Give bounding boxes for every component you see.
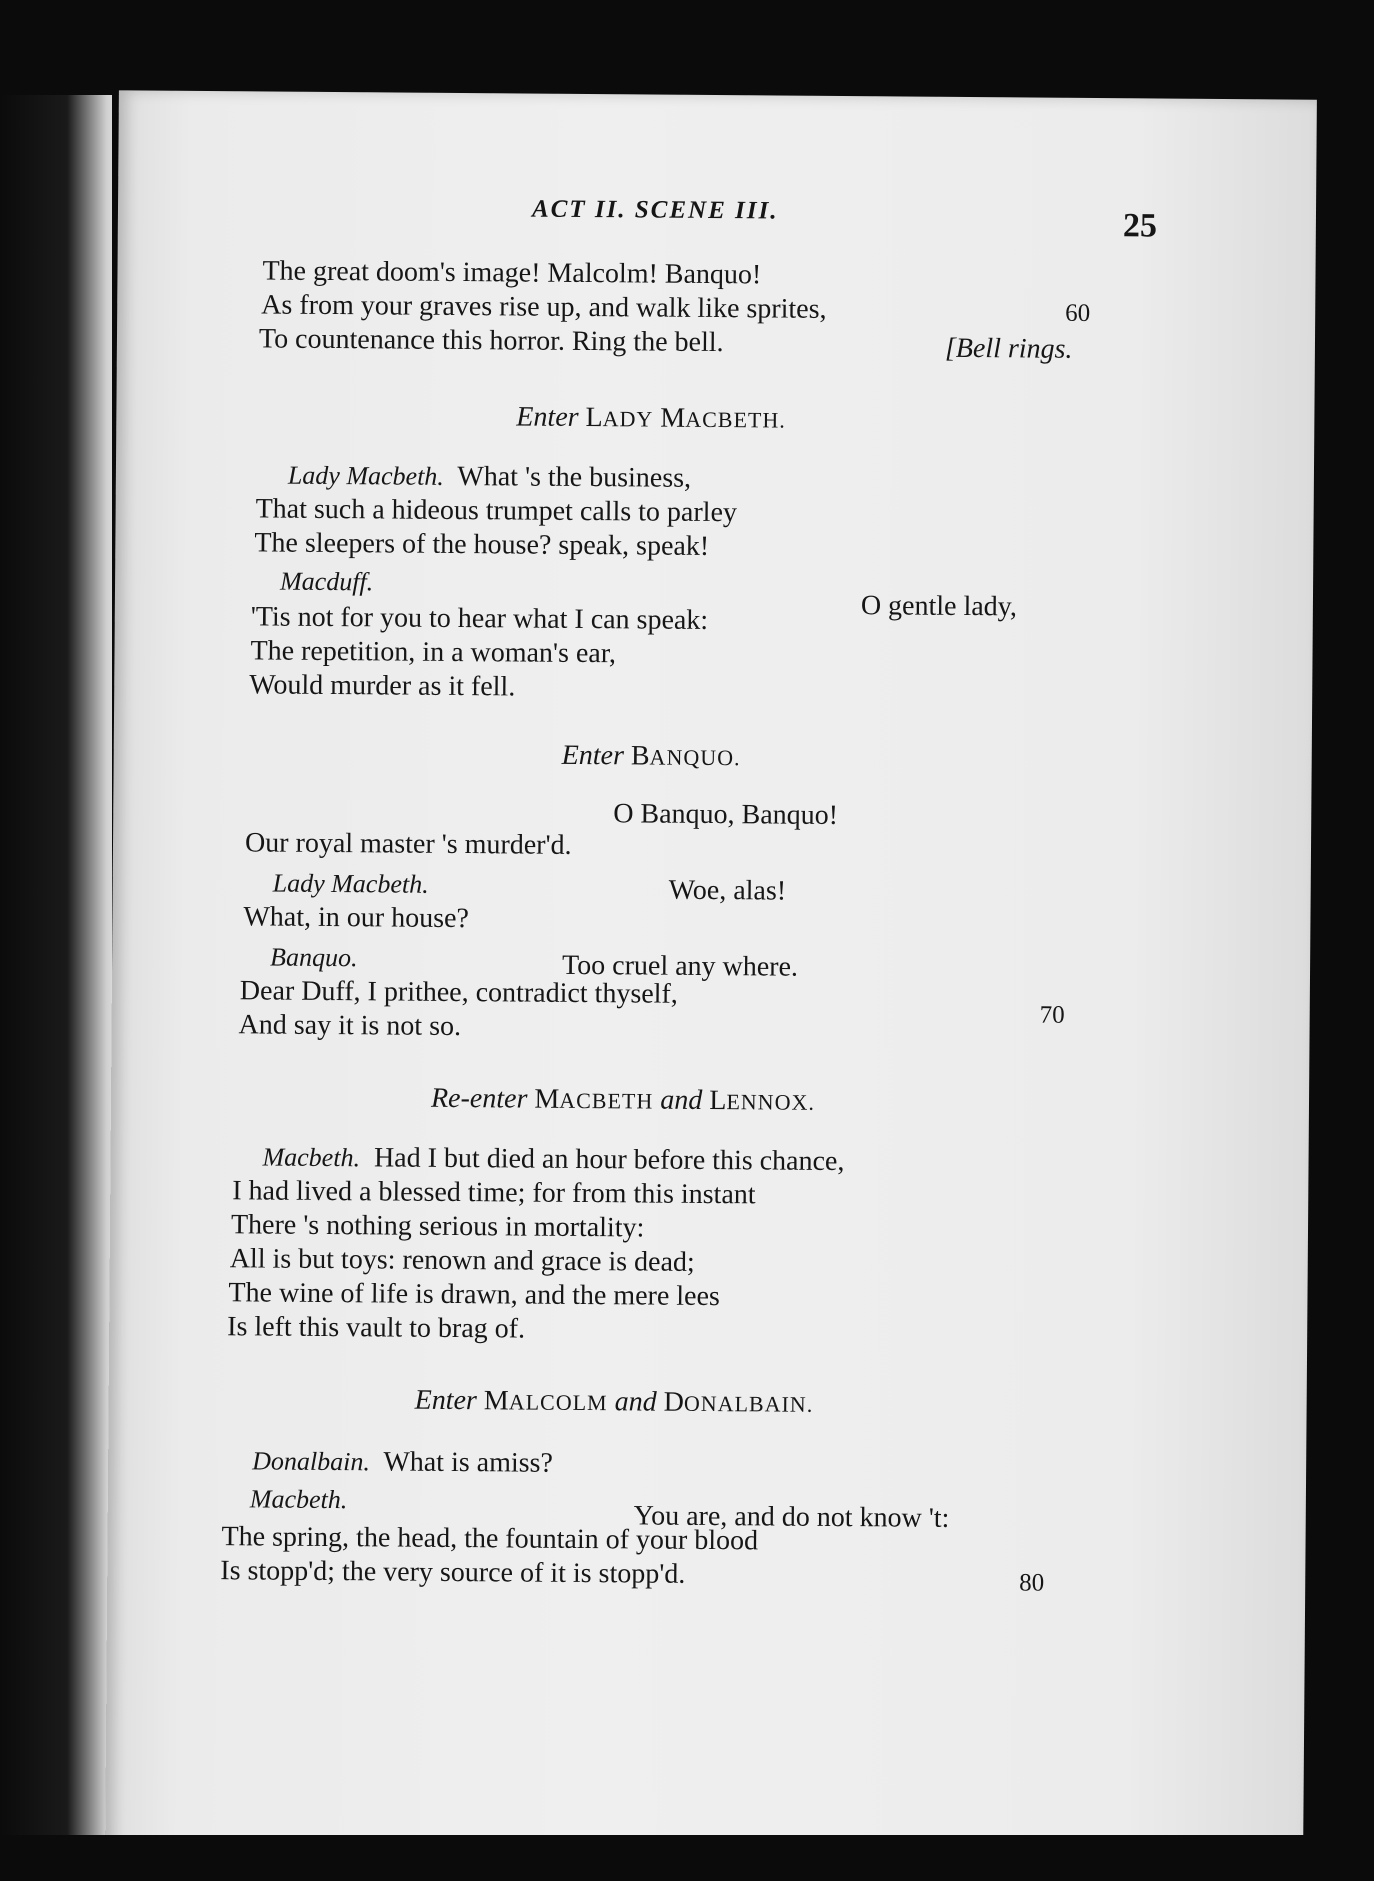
scan-bottom-edge <box>0 1835 1374 1881</box>
verse-line: The wine of life is drawn, and the mere lees <box>228 1277 720 1313</box>
verse-line: The spring, the head, the fountain of your blood <box>221 1521 759 1557</box>
speaker-label: Lady Macbeth. <box>272 868 429 899</box>
verse-line: Is stopp'd; the very source of it is stopp'd. <box>220 1555 686 1590</box>
verse-line: As from your graves rise up, and walk like sprites, <box>261 289 827 325</box>
speaker-label: Banquo. <box>270 942 358 973</box>
speech-text: You are, and do not know 't: <box>633 1500 950 1534</box>
verse-line: I had lived a blessed time; for from this instant <box>232 1175 756 1211</box>
stage-direction: [Bell rings. <box>944 332 1073 365</box>
book-page <box>105 90 1317 1859</box>
verse-line: Is left this vault to brag of. <box>227 1311 526 1345</box>
speech-line: Lady Macbeth. What 's the business, <box>287 460 692 494</box>
speech-text: O gentle lady, <box>860 590 1018 623</box>
verse-line: To countenance this horror. Ring the bell. <box>258 323 724 359</box>
line-number: 70 <box>1039 1001 1065 1029</box>
verse-line: Would murder as it fell. <box>249 669 516 703</box>
running-title: ACT II. SCENE III. <box>531 195 779 225</box>
speaker-label: Macduff. <box>279 566 374 597</box>
line-number: 80 <box>1019 1569 1045 1597</box>
verse-line: There 's nothing serious in mortality: <box>230 1209 645 1244</box>
verse-line: The sleepers of the house? speak, speak! <box>254 527 710 562</box>
verse-line: What, in our house? <box>243 901 470 935</box>
verse-line: 'Tis not for you to hear what I can speak: <box>250 601 709 636</box>
verse-line: Dear Duff, I prithee, contradict thyself, <box>239 975 678 1010</box>
speech-text: Woe, alas! <box>668 874 787 907</box>
speech-text: Too cruel any where. <box>561 949 799 983</box>
page-number: 25 <box>1122 207 1158 245</box>
speech-line: Donalbain. What is amiss? <box>252 1446 554 1479</box>
verse-line: The repetition, in a woman's ear, <box>250 635 617 670</box>
stage-direction-entrance: Enter LADY MACBETH. <box>516 401 786 434</box>
speaker-label: Macbeth. <box>249 1484 348 1515</box>
book-spine-shadow <box>0 95 112 1881</box>
stage-direction-entrance: Re-enter MACBETH and LENNOX. <box>430 1082 816 1117</box>
verse-line: The great doom's image! Malcolm! Banquo! <box>262 255 762 291</box>
verse-line: O Banquo, Banquo! <box>613 798 839 831</box>
verse-line: All is but toys: renown and grace is dead; <box>229 1243 695 1278</box>
verse-line: That such a hideous trumpet calls to parley <box>255 493 738 529</box>
verse-line: Our royal master 's murder'd. <box>244 827 572 861</box>
verse-line: And say it is not so. <box>238 1009 462 1043</box>
stage-direction-entrance: Enter BANQUO. <box>561 739 741 772</box>
speech-line: Macbeth. Had I but died an hour before this chance, <box>262 1142 845 1178</box>
line-number: 60 <box>1065 299 1091 327</box>
stage-direction-entrance: Enter MALCOLM and DONALBAIN. <box>414 1384 814 1418</box>
